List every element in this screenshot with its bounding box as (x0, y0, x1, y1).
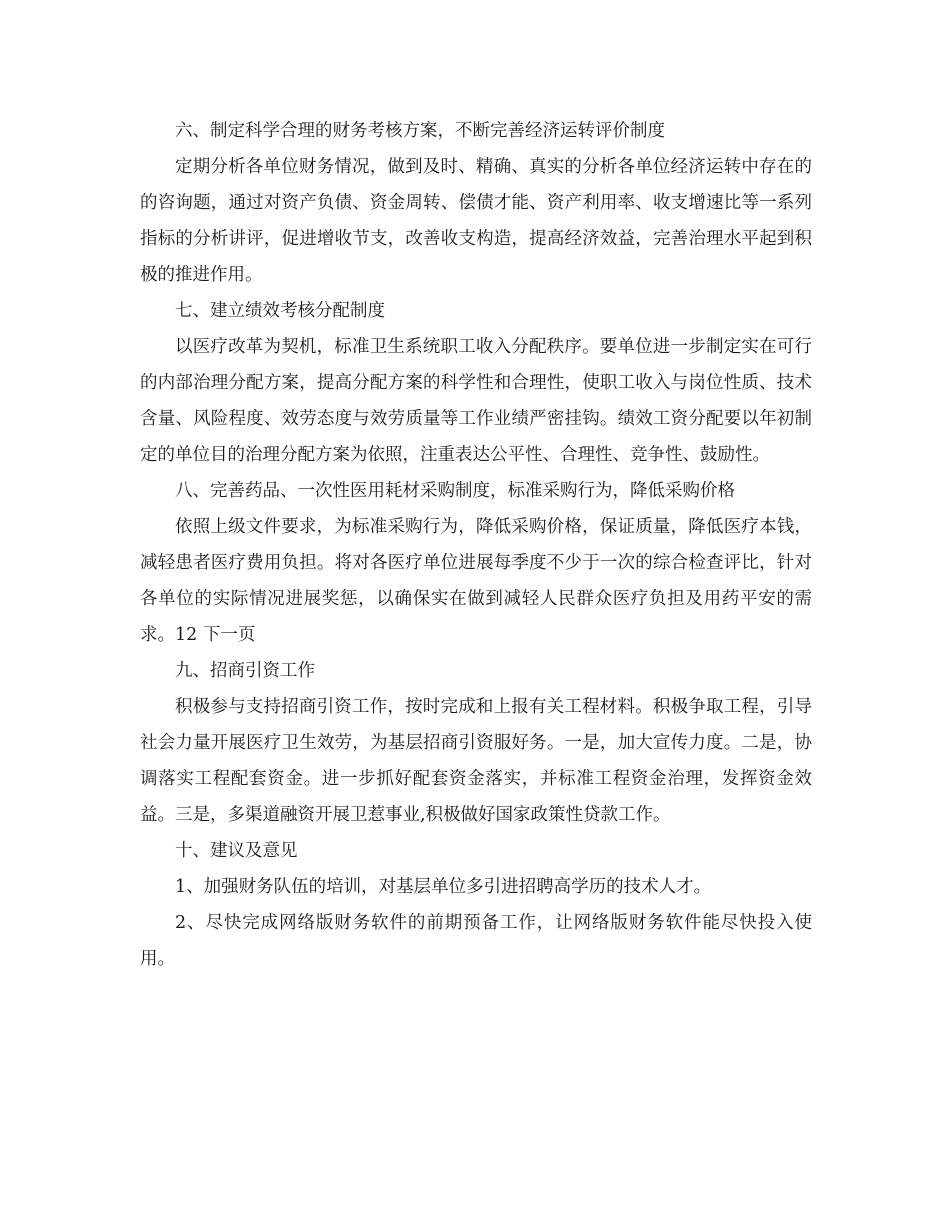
section-heading-7: 七、建立绩效考核分配制度 (175, 301, 385, 321)
body-paragraph: 定期分析各单位财务情况，做到及时、精确、真实的分析各单位经济运转中存在的的咨询题，通过对资产负债、资金周转、偿债才能、资产利用率、收支增速比等一系列指标的分析讲评，促进增收节支，改善收支构造，提高经济效益，完善治理水平起到积极的推进作用。 (140, 157, 812, 285)
document-body (140, 113, 812, 977)
section-heading-10: 十、建议及意见 (175, 841, 298, 861)
suggestion-item-2: 2、尽快完成网络版财务软件的前期预备工作，让网络版财务软件能尽快投入使用。 (140, 913, 812, 969)
section-heading-8: 八、完善药品、一次性医用耗材采购制度，标准采购行为，降低采购价格 (175, 481, 735, 501)
body-paragraph: 依照上级文件要求，为标准采购行为，降低采购价格，保证质量，降低医疗本钱，减轻患者医疗费用负担。将对各医疗单位进展每季度不少于一次的综合检查评比，针对各单位的实际情况进展奖惩，以确保实在做到减轻人民群众医疗负担及用药平安的需求。12 下一页 (140, 517, 812, 645)
suggestion-item-1: 1、加强财务队伍的培训，对基层单位多引进招聘高学历的技术人才。 (175, 877, 712, 897)
section-heading-9: 九、招商引资工作 (175, 661, 315, 681)
body-paragraph: 积极参与支持招商引资工作，按时完成和上报有关工程材料。积极争取工程，引导社会力量开展医疗卫生效劳，为基层招商引资服好务。一是，加大宣传力度。二是，协调落实工程配套资金。进一步抓好配套资金落实，并标准工程资金治理，发挥资金效益。三是，多渠道融资开展卫惹事业,积极做好国家政策性贷款工作。 (140, 697, 812, 825)
section-heading-6: 六、制定科学合理的财务考核方案，不断完善经济运转评价制度 (175, 121, 665, 141)
body-paragraph: 以医疗改革为契机，标准卫生系统职工收入分配秩序。要单位进一步制定实在可行的内部治理分配方案，提高分配方案的科学性和合理性，使职工收入与岗位性质、技术含量、风险程度、效劳态度与效劳质量等工作业绩严密挂钩。绩效工资分配要以年初制定的单位目的治理分配方案为依照，注重表达公平性、合理性、竞争性、鼓励性。 (140, 337, 812, 465)
